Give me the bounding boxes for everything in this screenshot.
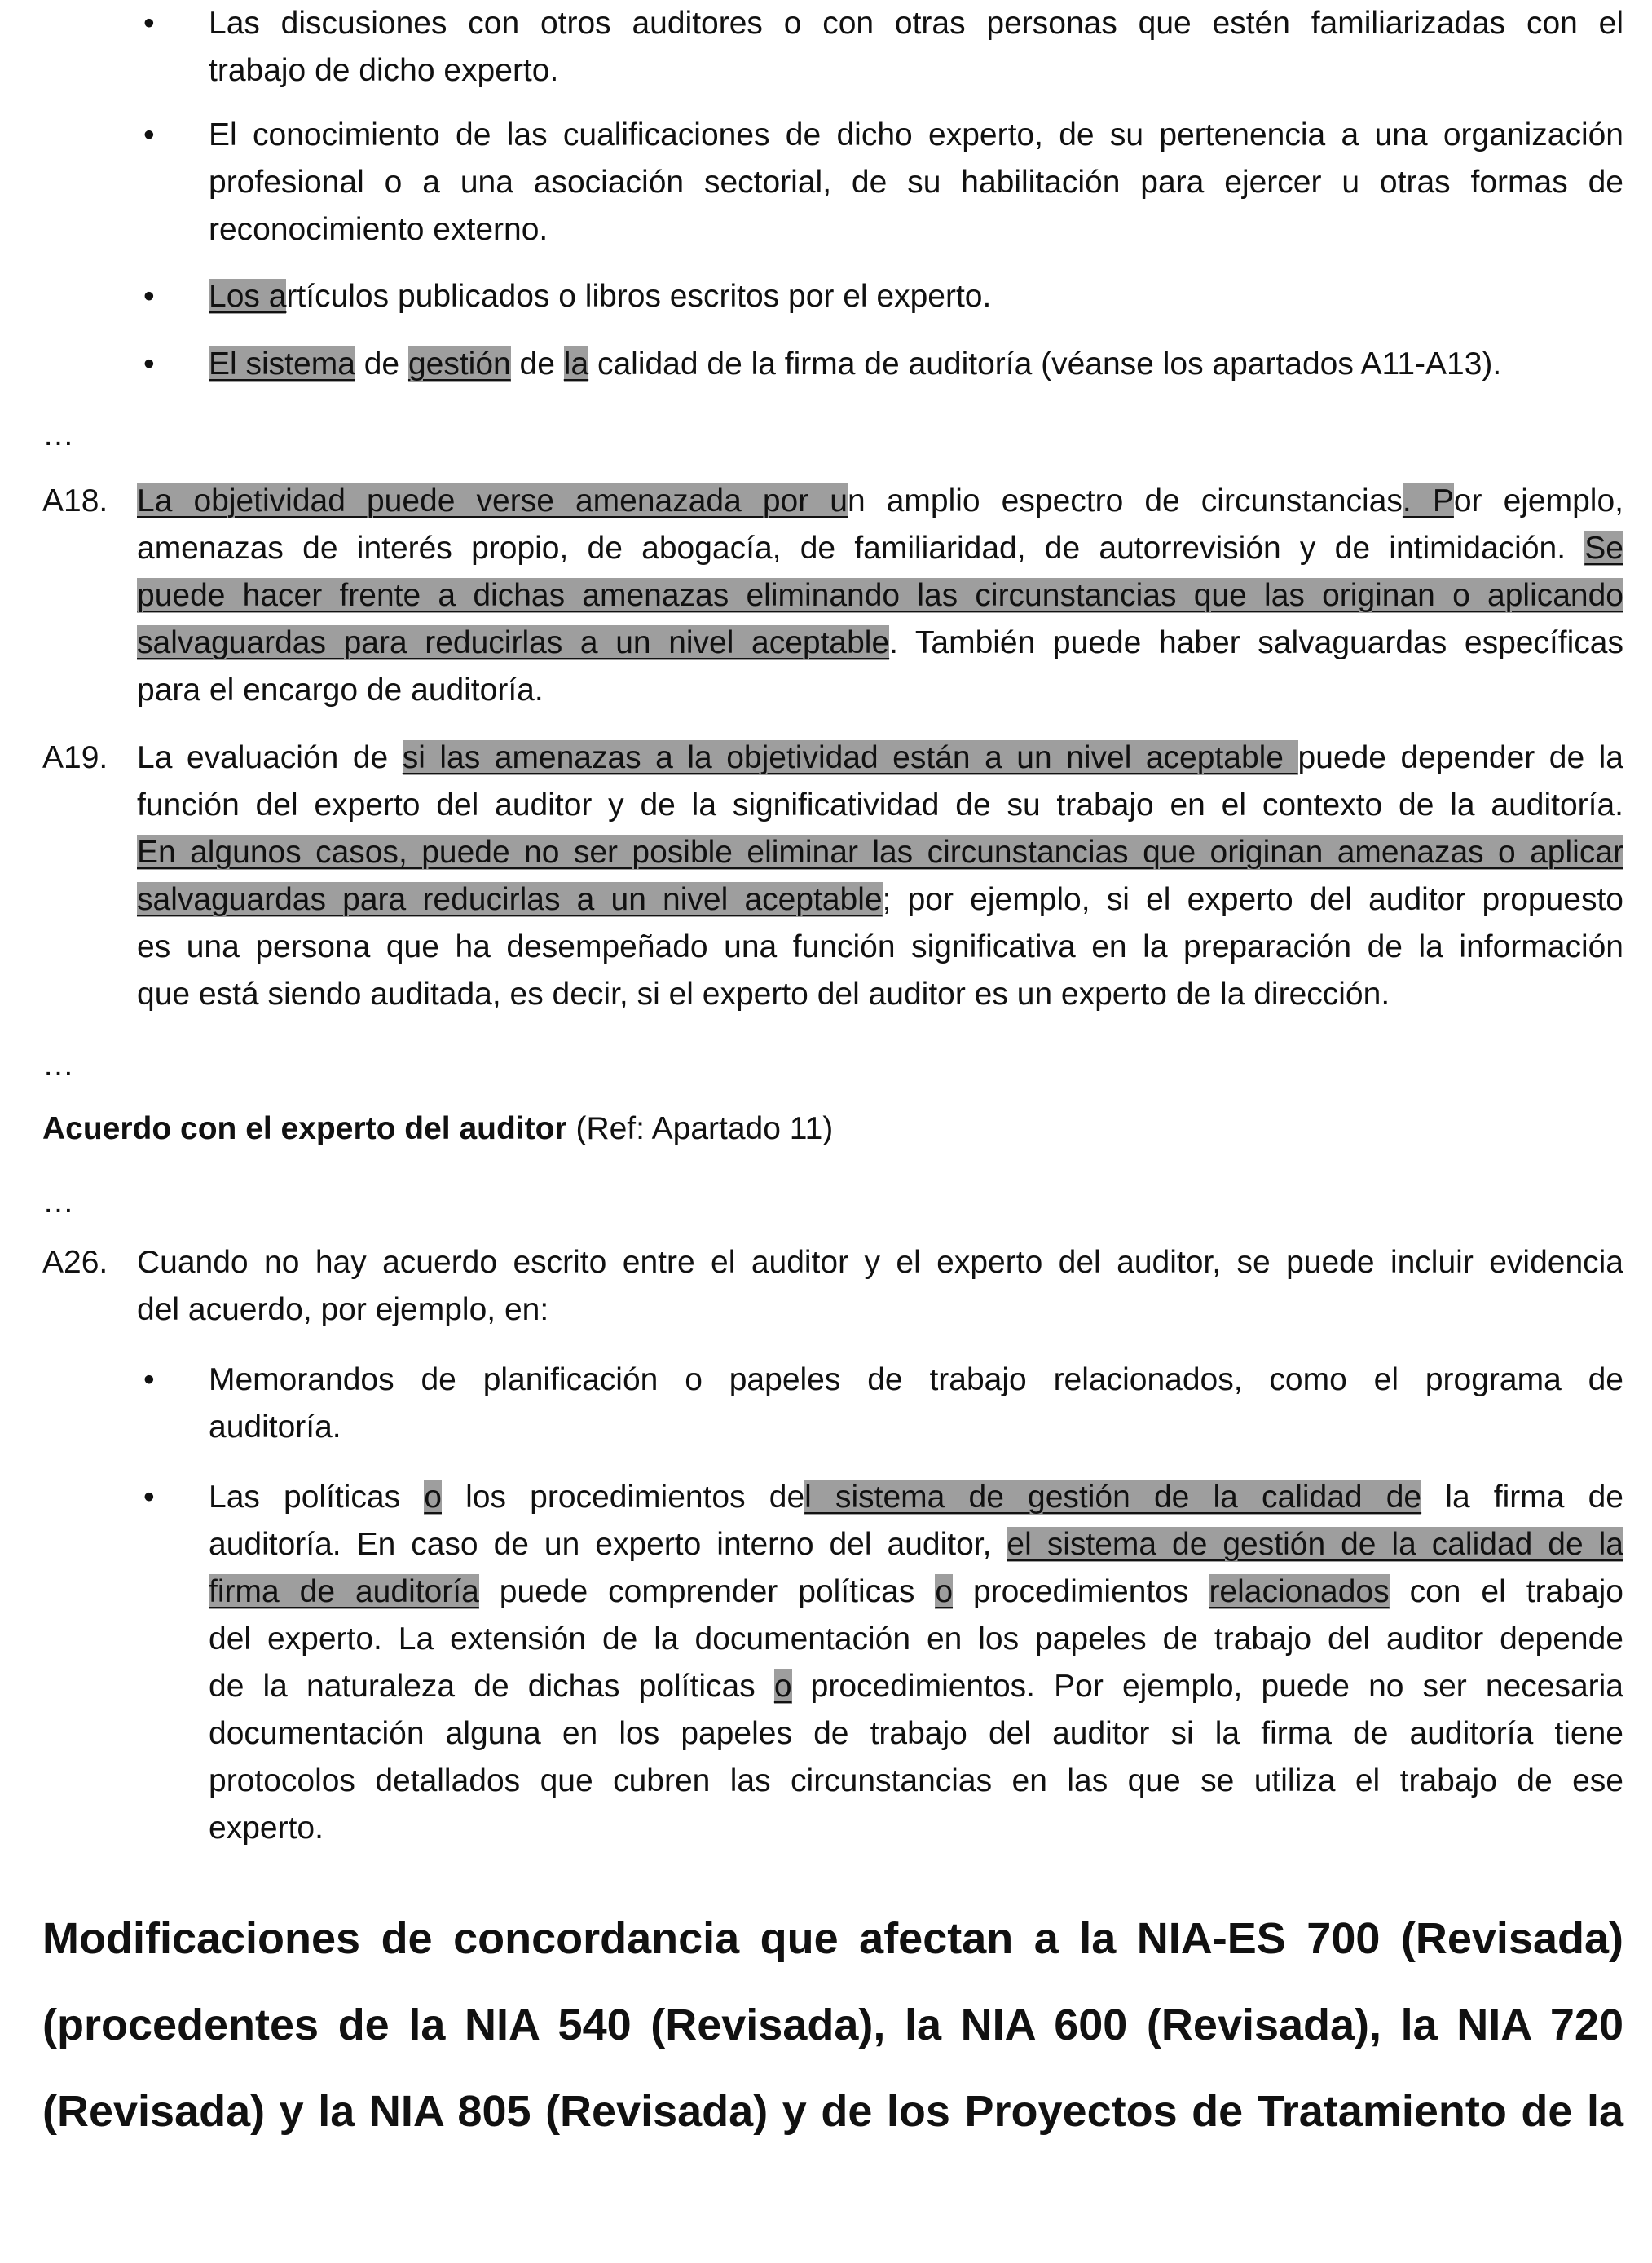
highlighted-text: el sistema de gestión de la calidad de la (1007, 1527, 1623, 1562)
paragraph-a19-line (137, 782, 1623, 829)
text-run: auditoría. En caso de un experto interno del auditor, (209, 1527, 1007, 1562)
text-run: La evaluación de (137, 740, 403, 775)
text-run: reconocimiento externo. (209, 212, 548, 247)
highlighted-text: El sistema (209, 346, 355, 382)
text-run: experto. (209, 1811, 324, 1846)
highlighted-text: gestión (407, 346, 511, 382)
bullet-marker: • (143, 6, 155, 41)
text-run: documentación alguna en los papeles de trabajo del auditor si la firma de auditoría tiene (209, 1716, 1623, 1751)
text-run: función del experto del auditor y de la significatividad de su trabajo en el contexto de la auditoría. (137, 787, 1623, 823)
text-run: profesional o a una asociación sectorial, de su habilitación para ejercer u otras formas de (209, 165, 1623, 200)
paragraph-number: A18. (42, 483, 108, 518)
paragraph-number: A26. (42, 1245, 108, 1280)
bullet-marker: • (143, 279, 155, 314)
section-heading: Modificaciones de concordancia que afectan a la NIA-ES 700 (Revisada) (procedentes de la NIA 540 (Revisada), la NIA 600 (Revisada), la NIA 720 (Revisada) y la NIA 805 (Revisada) y de los Proyectos de Tratamiento de la (42, 1914, 1623, 2136)
highlighted-text: Se (1584, 531, 1623, 566)
paragraph-a19-line (137, 734, 1623, 782)
highlighted-text: l sistema de gestión de la calidad de (804, 1480, 1422, 1515)
bullet-marker: • (143, 346, 155, 382)
paragraph-a18-line (137, 667, 544, 714)
ellipsis-1: … (42, 417, 74, 452)
paragraph-a19-line (137, 924, 1623, 971)
ellipsis-2: … (42, 1048, 74, 1083)
bullet-item-line (209, 1805, 324, 1852)
text-run: or ejemplo, (1453, 483, 1623, 518)
text-run: calidad de la firma de auditoría (véanse los apartados A11-A13). (588, 346, 1502, 382)
paragraph-number: A19. (42, 740, 108, 775)
bullet-marker: • (143, 1362, 155, 1397)
highlighted-text: salvaguardas para reducirlas a un nivel aceptable (137, 882, 883, 917)
bullet-item-line (209, 1474, 1623, 1521)
bullet-item-line (209, 159, 1623, 206)
text-run: del acuerdo, por ejemplo, en: (137, 1292, 549, 1327)
text-run: para el encargo de auditoría. (137, 673, 544, 708)
text-run: puede comprender políticas (478, 1574, 936, 1609)
text-run: amenazas de interés propio, de abogacía, de familiaridad, de autorrevisión y de intimidación. (137, 531, 1585, 566)
bullet-item-line (209, 341, 1501, 388)
highlighted-text: Los a (209, 279, 287, 314)
paragraph-a18-line (137, 525, 1623, 572)
bullet-marker: • (143, 1480, 155, 1515)
highlighted-text: o (773, 1669, 792, 1704)
bullet-item-line (209, 1758, 1623, 1805)
text-run: Cuando no hay acuerdo escrito entre el auditor y el experto del auditor, se puede incluir evidencia (137, 1245, 1623, 1280)
text-run: de (510, 346, 564, 382)
paragraph-a18-line (137, 620, 1623, 667)
text-run: ; por ejemplo, si el experto del auditor propuesto (882, 882, 1623, 917)
text-run: del experto. La extensión de la documentación en los papeles de trabajo del auditor depende (209, 1621, 1623, 1656)
bullet-item-line (209, 1663, 1623, 1710)
highlighted-text: relacionados (1209, 1574, 1390, 1609)
text-run: auditoría. (209, 1409, 341, 1445)
text-run: Las discusiones con otros auditores o con otras personas que estén familiarizadas con el (209, 6, 1623, 41)
highlighted-text: salvaguardas para reducirlas a un nivel aceptable (137, 625, 890, 660)
bullet-item-line (209, 1568, 1623, 1616)
text-run: los procedimientos de (441, 1480, 805, 1515)
bullet-marker: • (143, 117, 155, 152)
text-run: la firma de (1421, 1480, 1623, 1515)
paragraph-a18-line (137, 572, 1623, 620)
subheading-title: Acuerdo con el experto del auditor (42, 1111, 567, 1146)
paragraph-a26-line (137, 1286, 548, 1334)
highlighted-text: La objetividad puede verse amenazada por u (137, 483, 848, 518)
bullet-item-line (209, 0, 1623, 47)
text-run: de (355, 346, 408, 382)
text-run: procedimientos (953, 1574, 1209, 1609)
highlighted-text: o (424, 1480, 442, 1515)
text-run: Memorandos de planificación o papeles de trabajo relacionados, como el programa de (209, 1362, 1623, 1397)
paragraph-a19-line (137, 829, 1623, 876)
bullet-item-line (209, 206, 548, 254)
highlighted-text: si las amenazas a la objetividad están a un nivel aceptable (402, 740, 1298, 775)
text-run: procedimientos. Por ejemplo, puede no ser necesaria (791, 1669, 1623, 1704)
ellipsis-3: … (42, 1184, 74, 1220)
text-run: es una persona que ha desempeñado una función significativa en la preparación de la información (137, 929, 1623, 964)
text-run: protocolos detallados que cubren las circunstancias en las que se utiliza el trabajo de ese (209, 1763, 1623, 1798)
paragraph-a26-line (137, 1239, 1623, 1286)
bullet-item-line (209, 273, 991, 320)
highlighted-text: En algunos casos, puede no ser posible eliminar las circunstancias que originan amenazas o aplicar (137, 835, 1623, 870)
text-run: Las políticas (209, 1480, 425, 1515)
text-run: de la naturaleza de dichas políticas (209, 1669, 774, 1704)
bullet-item-line (209, 1356, 1623, 1404)
paragraph-a18-line (137, 478, 1623, 525)
bullet-item-line (209, 1521, 1623, 1568)
text-run: con el trabajo (1389, 1574, 1623, 1609)
highlighted-text: la (563, 346, 589, 382)
section-subheading (42, 1105, 833, 1153)
text-run: n amplio espectro de circunstancias (847, 483, 1403, 518)
text-run: El conocimiento de las cualificaciones de dicho experto, de su pertenencia a una organización (209, 117, 1623, 152)
bullet-item-line (209, 1710, 1623, 1758)
text-run: rtículos publicados o libros escritos por el experto. (286, 279, 992, 314)
text-run: puede depender de la (1297, 740, 1623, 775)
text-run: trabajo de dicho experto. (209, 53, 559, 88)
paragraph-a19-line (137, 971, 1390, 1018)
text-run: . También puede haber salvaguardas específicas (889, 625, 1623, 660)
highlighted-text: puede hacer frente a dichas amenazas eliminando las circunstancias que las originan o aplicando (137, 578, 1623, 613)
bullet-item-line (209, 1616, 1623, 1663)
highlighted-text: o (935, 1574, 954, 1609)
highlighted-text: firma de auditoría (209, 1574, 479, 1609)
highlighted-text: . P (1402, 483, 1454, 518)
subheading-ref: (Ref: Apartado 11) (566, 1111, 834, 1146)
bullet-item-line (209, 47, 558, 95)
paragraph-a19-line (137, 876, 1623, 924)
bullet-item-line (209, 1404, 341, 1451)
text-run: que está siendo auditada, es decir, si el experto del auditor es un experto de la dirección. (137, 977, 1390, 1012)
bullet-item-line (209, 112, 1623, 159)
